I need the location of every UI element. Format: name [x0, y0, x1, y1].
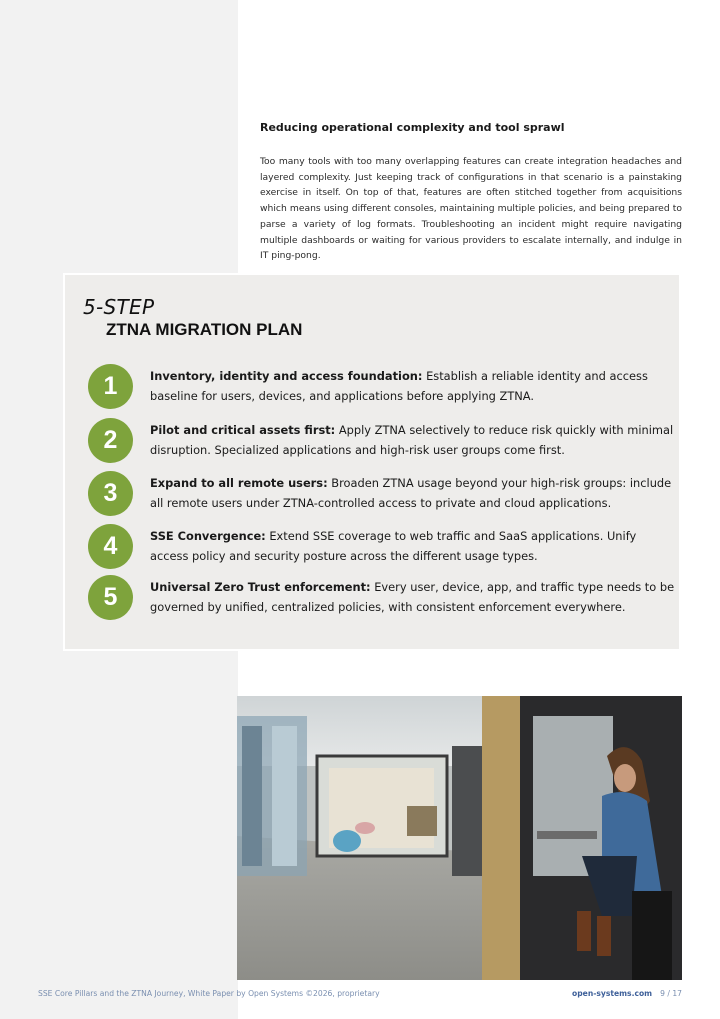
step-number-badge: 5	[88, 575, 133, 620]
step-number-badge: 2	[88, 418, 133, 463]
step-title: SSE Convergence:	[150, 529, 266, 543]
plan-step	[88, 524, 673, 572]
migration-plan-box	[63, 273, 681, 651]
step-title: Universal Zero Trust enforcement:	[150, 580, 371, 594]
step-title: Inventory, identity and access foundation:	[150, 369, 423, 383]
step-number-badge: 1	[88, 364, 133, 409]
plan-step	[88, 418, 673, 466]
step-text: Apply ZTNA selectively to reduce risk quickly with minimal disruption. Specialized applications and high-risk user groups come first.	[150, 423, 674, 457]
footer-site-link[interactable]: open-systems.com	[572, 989, 653, 998]
step-text: Every user, device, app, and traffic type needs to be governed by unified, centralized policies, with consistent enforcement everywhere.	[150, 580, 675, 614]
step-description	[150, 474, 678, 513]
intro-heading: Reducing operational complexity and tool sprawl	[260, 121, 565, 134]
plan-step	[88, 364, 673, 412]
step-text: Broaden ZTNA usage beyond your high-risk groups: include all remote users under ZTNA-controlled access to private and cloud applications.	[150, 476, 672, 510]
plan-step	[88, 471, 673, 519]
step-number-badge: 3	[88, 471, 133, 516]
footer-document-info: SSE Core Pillars and the ZTNA Journey, White Paper by Open Systems ©2026, proprietary	[38, 989, 380, 998]
plan-title-line1: 5-STEP	[83, 295, 155, 319]
intro-section	[260, 121, 682, 264]
plan-step	[88, 575, 673, 623]
step-number-badge: 4	[88, 524, 133, 569]
step-title: Pilot and critical assets first:	[150, 423, 336, 437]
plan-title-line2: ZTNA MIGRATION PLAN	[106, 320, 303, 339]
intro-body: Too many tools with too many overlapping features can create integration headaches and layered complexity. Just keeping track of configurations in that scenario is a painstaking exercise in itself. On top of that, features are often stitched together from acquisitions which means using different consoles, maintaining multiple policies, and being prepared to parse a variety of log formats. Troubleshooting an incident might require navigating multiple dashboards or waiting for various providers to escalate internally, and indulge in IT ping-pong.	[260, 156, 682, 262]
page-number: 9 / 17	[660, 989, 682, 998]
step-description	[150, 367, 678, 406]
step-text: Establish a reliable identity and access baseline for users, devices, and applications before applying ZTNA.	[150, 369, 648, 403]
step-description	[150, 527, 678, 566]
step-description	[150, 421, 678, 460]
office-photo	[237, 696, 682, 980]
step-title: Expand to all remote users:	[150, 476, 328, 490]
step-text: Extend SSE coverage to web traffic and SaaS applications. Unify access policy and security posture across the different usage types.	[150, 529, 637, 563]
step-description	[150, 578, 678, 617]
footer-right	[572, 989, 682, 998]
